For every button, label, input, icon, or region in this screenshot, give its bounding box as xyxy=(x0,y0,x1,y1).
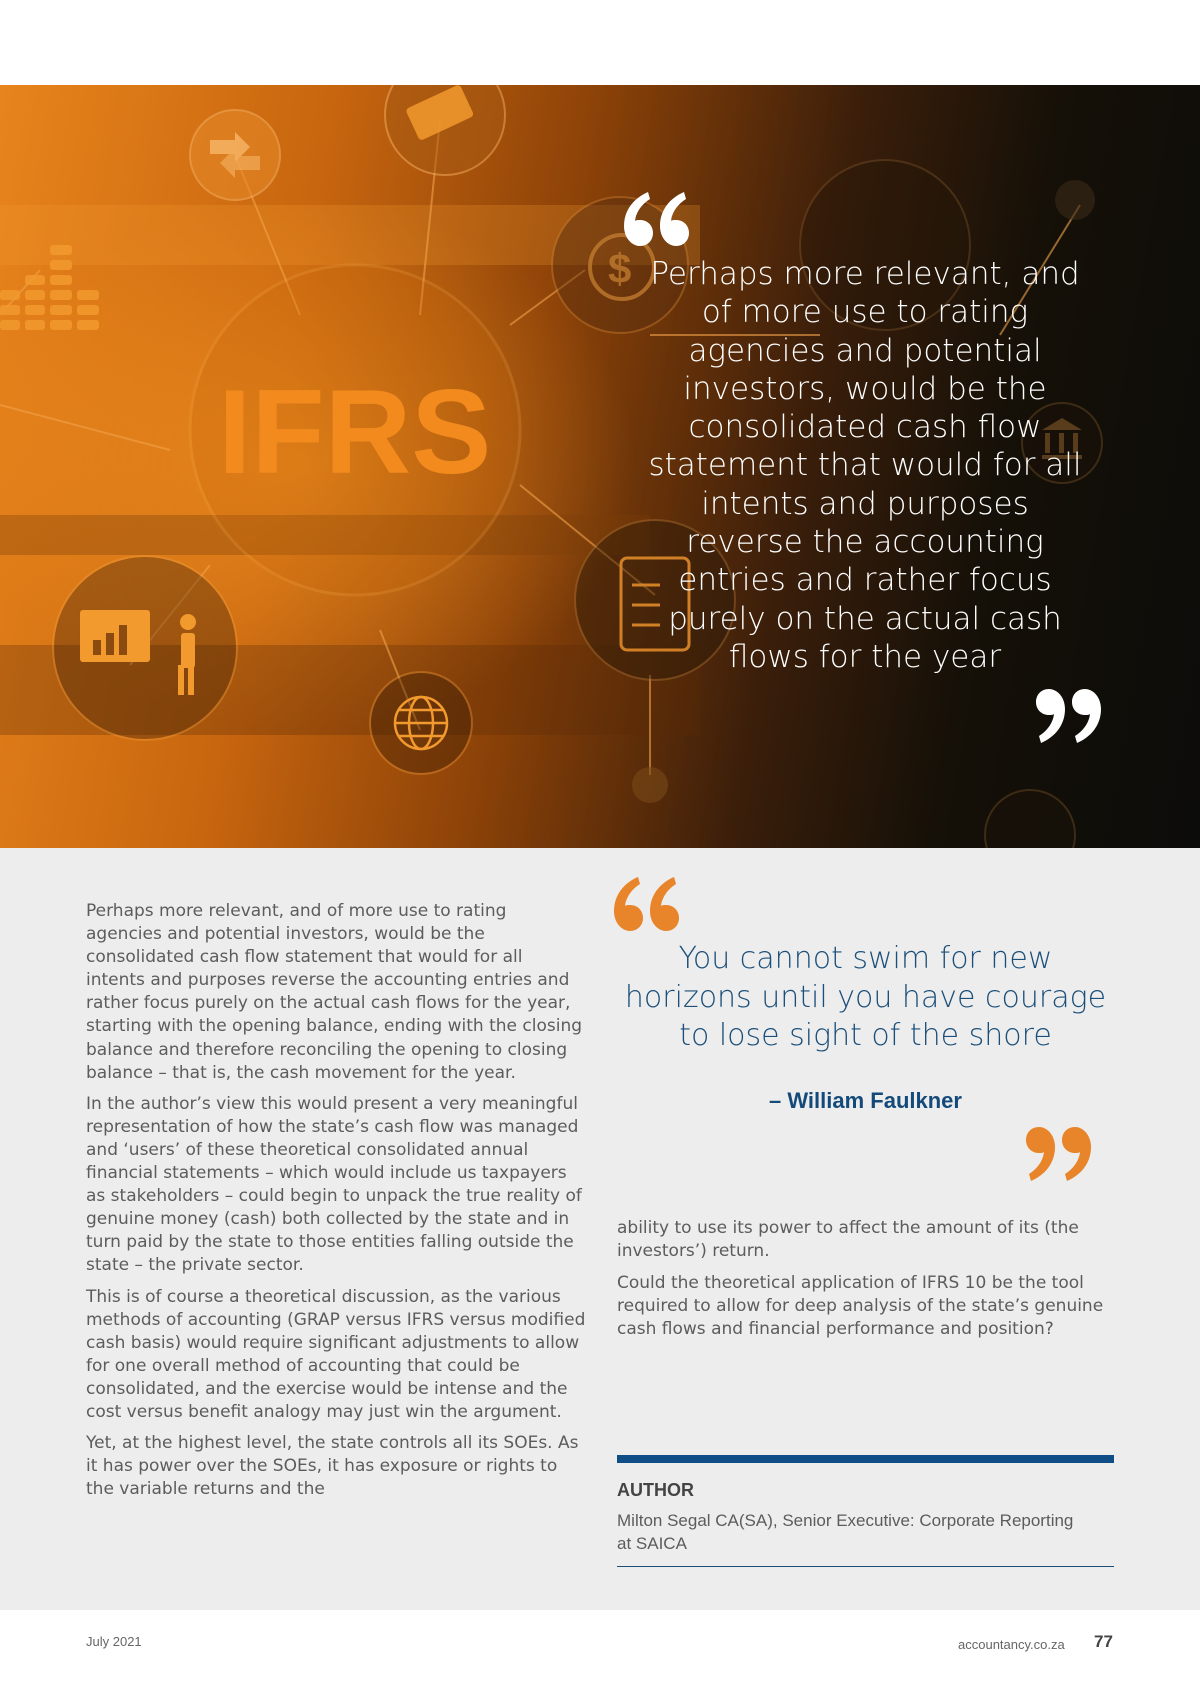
close-quote-icon xyxy=(1035,685,1105,750)
svg-text:$: $ xyxy=(608,245,632,292)
paragraph: Yet, at the highest level, the state controls all its SOEs. As it has power over the SOEs, it has exposure or rights to the variable returns and the xyxy=(86,1433,579,1500)
footer-site: accountancy.co.za xyxy=(958,1637,1065,1652)
pull-quote-text: You cannot swim for new horizons until you have courage to lose sight of the shore xyxy=(624,941,1107,1053)
pull-quote xyxy=(617,940,1114,1114)
open-quote-icon xyxy=(620,190,690,255)
paragraph: ability to use its power to affect the amount of its (the investors’) return. xyxy=(617,1218,1079,1262)
page-number: 77 xyxy=(1094,1632,1113,1651)
open-quote-icon xyxy=(610,875,680,938)
right-column xyxy=(617,1217,1105,1350)
ifrs-label: IFRS xyxy=(218,365,492,499)
paragraph: In the author’s view this would present a very meaningful representation of how the state’s cash flow was managed and ‘users’ of these theoretical consolidated annual financial statements – which would include us taxpayers as stakeholders – could begin to unpack the true reality of genuine money (cash) both collected by the state and in turn paid by the state to those entities falling outside the state – the private sector. xyxy=(86,1093,582,1276)
pull-quote-author: – William Faulkner xyxy=(769,1087,962,1113)
author-bio: Milton Segal CA(SA), Senior Executive: Corporate Reporting at SAICA xyxy=(617,1511,1074,1553)
close-quote-icon xyxy=(1025,1125,1095,1188)
paragraph: Perhaps more relevant, and of more use to rating agencies and potential investors, would be the consolidated cash flow statement that would for all intents and purposes reverse the accounting entries and rather focus purely on the actual cash flows for the year, starting with the opening balance, ending with the closing balance and therefore reconciling the opening to closing balance – that is, the cash movement for the year. xyxy=(86,901,583,1083)
author-heading: AUTHOR xyxy=(617,1480,694,1500)
paragraph: Could the theoretical application of IFRS 10 be the tool required to allow for deep analysis of the state’s genuine cash flows and financial performance and position? xyxy=(617,1273,1104,1340)
left-column xyxy=(86,900,586,1509)
paragraph: This is of course a theoretical discussion, as the various methods of accounting (GRAP versus IFRS versus modified cash basis) would require significant adjustments to allow for one overall method of accounting that could be consolidated, and the exercise would be intense and the cost versus benefit analogy may just win the argument. xyxy=(86,1286,586,1422)
hero-image xyxy=(0,85,1200,848)
footer-date: July 2021 xyxy=(86,1634,142,1649)
author-divider xyxy=(617,1455,1114,1463)
divider xyxy=(617,1566,1114,1567)
hero-pull-quote: Perhaps more relevant, and of more use to rating agencies and potential investors, would be the consolidated cash flow statement that would for all intents and purposes reverse the accounting entries and rather focus purely on the actual cash flows for the year xyxy=(648,256,1082,675)
